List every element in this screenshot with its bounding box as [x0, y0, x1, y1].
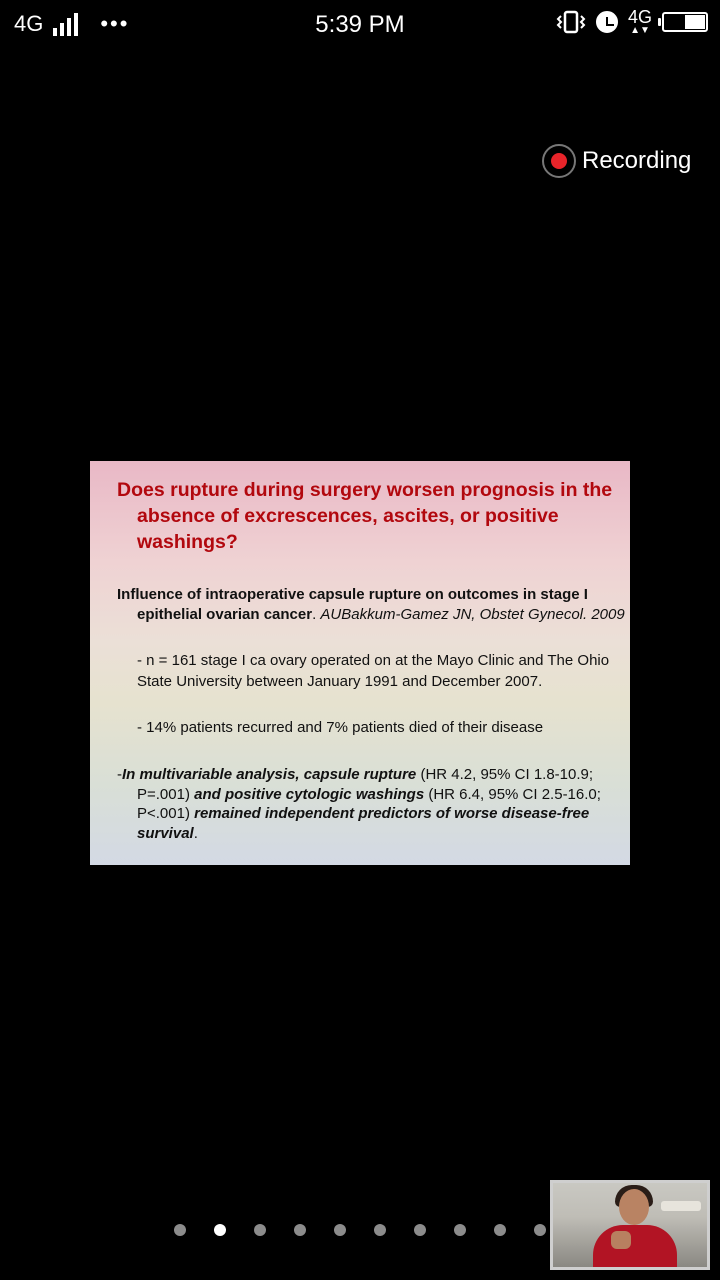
slide-reference [117, 585, 637, 624]
conclusion-emph: In multivariable analysis, capsule rupture [122, 766, 417, 783]
page-dot[interactable] [174, 1224, 186, 1236]
page-dot[interactable] [374, 1224, 386, 1236]
data-icon [628, 8, 652, 36]
conclusion-text: . [193, 824, 198, 842]
page-dot[interactable] [254, 1224, 266, 1236]
overflow-dots: ••• [100, 11, 130, 36]
network-type-right: 4G [627, 7, 652, 27]
reference-title: Influence of intraoperative capsule rupture on outcomes in stage I epithelial ovarian cancer [117, 586, 588, 623]
slide-bullet: - n = 161 stage I ca ovary operated on at the Mayo Clinic and The Ohio State University between January 1991 and December 2007. [137, 652, 610, 690]
conclusion-emph: remained independent predictors of worse disease-free survival [137, 805, 590, 842]
page-dot[interactable] [294, 1224, 306, 1236]
reference-citation: AUBakkum-Gamez JN, Obstet Gynecol. 2009 [320, 605, 625, 623]
page-dot[interactable] [454, 1224, 466, 1236]
slide-bullet: - 14% patients recurred and 7% patients died of their disease [137, 719, 544, 736]
conclusion-text: (HR 6.4, 95% CI 2.5-16.0; P<.001) [137, 785, 601, 822]
conclusion-prefix: - [117, 766, 122, 783]
record-icon [542, 144, 576, 178]
vibrate-icon [556, 10, 586, 34]
self-video-thumbnail[interactable] [550, 1180, 710, 1270]
status-bar [0, 0, 720, 50]
clock: 5:39 PM [315, 11, 405, 38]
data-arrows-icon: ▲▼ [630, 25, 650, 36]
slide-title: Does rupture during surgery worsen prognosis in the absence of excrescences, ascites, or positive washings? [117, 479, 613, 553]
slide-conclusion [117, 765, 627, 843]
network-type: 4G [14, 11, 44, 36]
status-right [556, 8, 708, 36]
page-dot[interactable] [534, 1224, 546, 1236]
page-dot[interactable] [214, 1224, 226, 1236]
conclusion-emph: and positive cytologic washings [194, 785, 425, 803]
reference-title-end: . [312, 605, 317, 623]
alarm-icon [596, 11, 618, 33]
page-dot[interactable] [334, 1224, 346, 1236]
page-dot[interactable] [414, 1224, 426, 1236]
recording-indicator [542, 144, 691, 178]
battery-icon [662, 12, 708, 32]
conclusion-text: (HR 4.2, 95% CI 1.8-10.9; P=.001) [137, 766, 594, 803]
shared-slide [90, 461, 630, 865]
page-dot[interactable] [494, 1224, 506, 1236]
recording-label: Recording [582, 147, 692, 174]
